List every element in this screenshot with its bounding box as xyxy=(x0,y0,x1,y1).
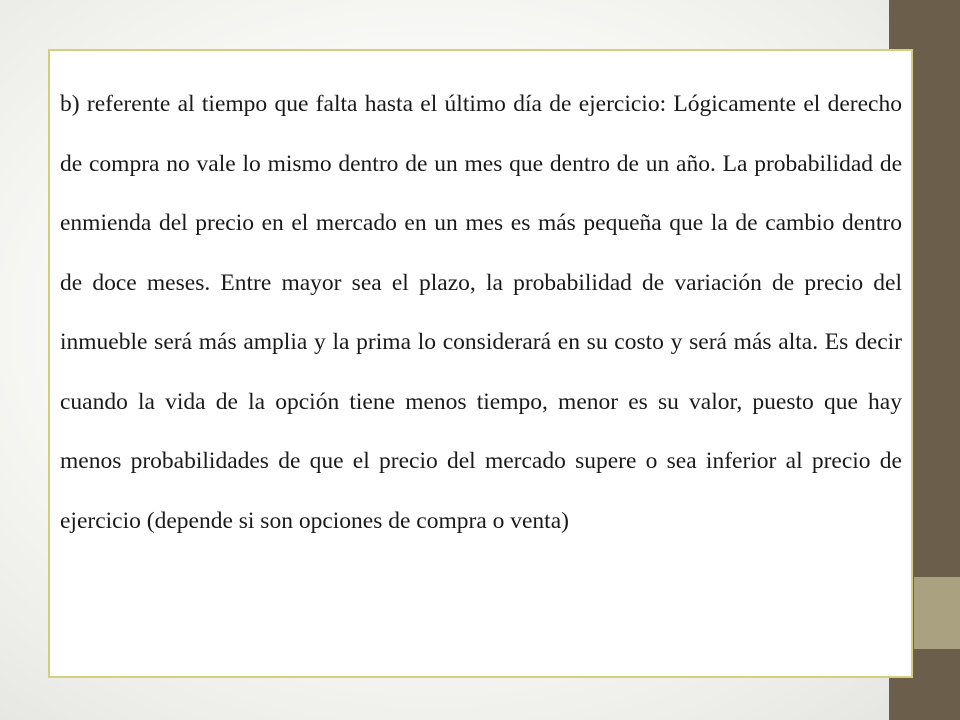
decorative-sidebar-accent xyxy=(914,577,960,649)
text-content-box xyxy=(48,49,913,678)
body-paragraph: b) referente al tiempo que falta hasta el último día de ejercicio: Lógicamente el derecho de compra no vale lo mismo dentro de un mes que dentro de un año. La probabilidad de enmienda del precio en el mercado en un mes es más pequeña que la de cambio dentro de doce meses. Entre mayor sea el plazo, la probabilidad de variación de precio del inmueble será más amplia y la prima lo considerará en su costo y será más alta. Es decir cuando la vida de la opción tiene menos tiempo, menor es su valor, puesto que hay menos probabilidades de que el precio del mercado supere o sea inferior al precio de ejercicio (depende si son opciones de compra o venta) xyxy=(60,91,902,534)
